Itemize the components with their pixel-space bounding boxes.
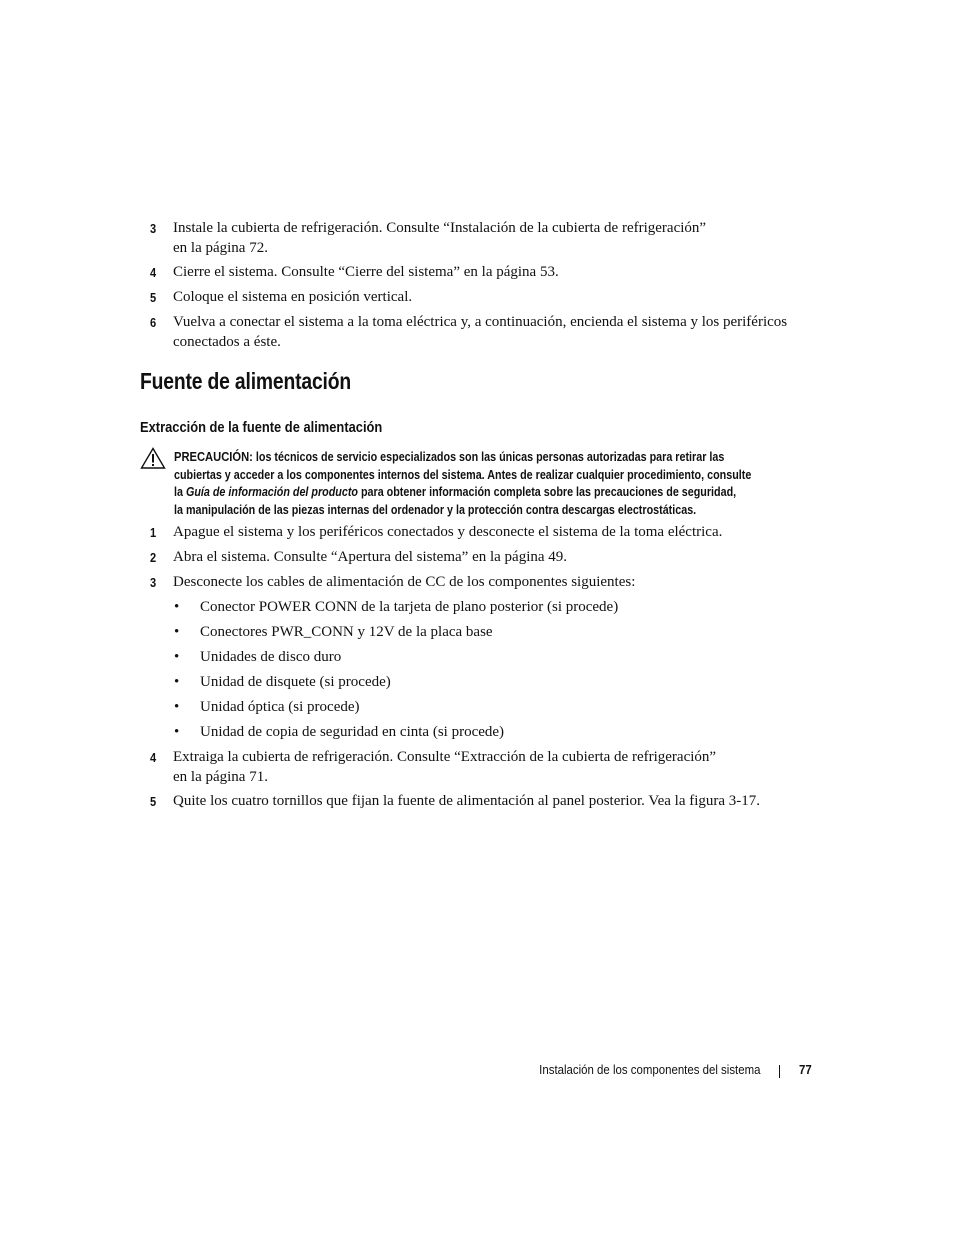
step-3-disconnect-cables [150, 573, 820, 593]
step-2-open-system [150, 548, 820, 568]
step-number: 4 [150, 265, 156, 280]
caution-text-line-2: cubiertas y acceder a los componentes internos del sistema. Antes de realizar cualquier procedimiento, consulte [174, 467, 752, 482]
product-info-guide-reference: Guía de información del producto [185, 485, 358, 500]
page-footer [0, 1062, 954, 1082]
section-title: Fuente de alimentación [140, 368, 352, 394]
step-number: 1 [150, 525, 156, 540]
step-number: 5 [150, 794, 156, 809]
step-text: Coloque el sistema en posición vertical. [173, 289, 413, 305]
page-number: 77 [799, 1062, 812, 1077]
step-number: 2 [150, 550, 156, 565]
bullet-glyph: • [174, 599, 180, 615]
warning-triangle-icon [140, 447, 166, 469]
step-number: 3 [150, 575, 156, 590]
step-4-close-system [150, 263, 820, 283]
step-number: 6 [150, 315, 156, 330]
bullet-glyph: • [174, 724, 180, 740]
list-item: • Unidad de disquete (si procede) [174, 673, 774, 693]
step-5-remove-screws [150, 792, 820, 812]
caution-text-line-3-pre: la [174, 485, 183, 500]
list-item: • Unidad de copia de seguridad en cinta (si procede) [174, 723, 774, 743]
caution-text-line-4: la manipulación de las piezas internas del ordenador y la protección contra descargas electrostáticas. [174, 502, 697, 517]
step-text: Abra el sistema. Consulte “Apertura del sistema” en la página 49. [173, 549, 568, 565]
bullet-glyph: • [174, 649, 180, 665]
caution-text-line-1: los técnicos de servicio especializados son las únicas personas autorizadas para retirar las [255, 450, 725, 464]
step-number: 3 [150, 221, 156, 236]
step-text: Desconecte los cables de alimentación de CC de los componentes siguientes: [173, 574, 636, 590]
list-item: • Unidad óptica (si procede) [174, 698, 774, 718]
step-4-remove-cooling-shroud [150, 748, 820, 787]
list-item: • Unidades de disco duro [174, 648, 774, 668]
step-number: 5 [150, 290, 156, 305]
list-item: • Conectores PWR_CONN y 12V de la placa base [174, 623, 774, 643]
step-1-power-off [150, 523, 820, 543]
step-5-upright-position [150, 288, 820, 308]
step-text: Cierre el sistema. Consulte “Cierre del sistema” en la página 53. [173, 264, 559, 280]
step-text: Quite los cuatro tornillos que fijan la fuente de alimentación al panel posterior. Vea la figura 3-17. [173, 793, 761, 809]
caution-text-line-3-post: para obtener información completa sobre las precauciones de seguridad, [360, 485, 737, 500]
step-text: Vuelva a conectar el sistema a la toma eléctrica y, a continuación, encienda el sistema y los periféricos conectados a éste. [173, 314, 788, 350]
step-text: Extraiga la cubierta de refrigeración. Consulte “Extracción de la cubierta de refrigeración” en la página 71. [173, 749, 717, 785]
step-6-reconnect [150, 313, 820, 352]
step-text: Instale la cubierta de refrigeración. Consulte “Instalación de la cubierta de refrigeración” en la página 72. [173, 220, 707, 256]
step-text: Apague el sistema y los periféricos conectados y desconecte el sistema de la toma eléctrica. [173, 524, 723, 540]
caution-label: PRECAUCIÓN: [174, 449, 253, 464]
step-3-install-cooling-shroud [150, 219, 820, 258]
subsection-title: Extracción de la fuente de alimentación [140, 419, 383, 436]
footer-chapter-title: Instalación de los componentes del sistema [538, 1062, 760, 1077]
list-item: • Conector POWER CONN de la tarjeta de plano posterior (si procede) [174, 598, 774, 618]
bullet-glyph: • [174, 699, 180, 715]
bullet-glyph: • [174, 624, 180, 640]
caution-note [174, 448, 821, 519]
step-number: 4 [150, 750, 156, 765]
bullet-glyph: • [174, 674, 180, 690]
footer-separator [779, 1065, 780, 1078]
